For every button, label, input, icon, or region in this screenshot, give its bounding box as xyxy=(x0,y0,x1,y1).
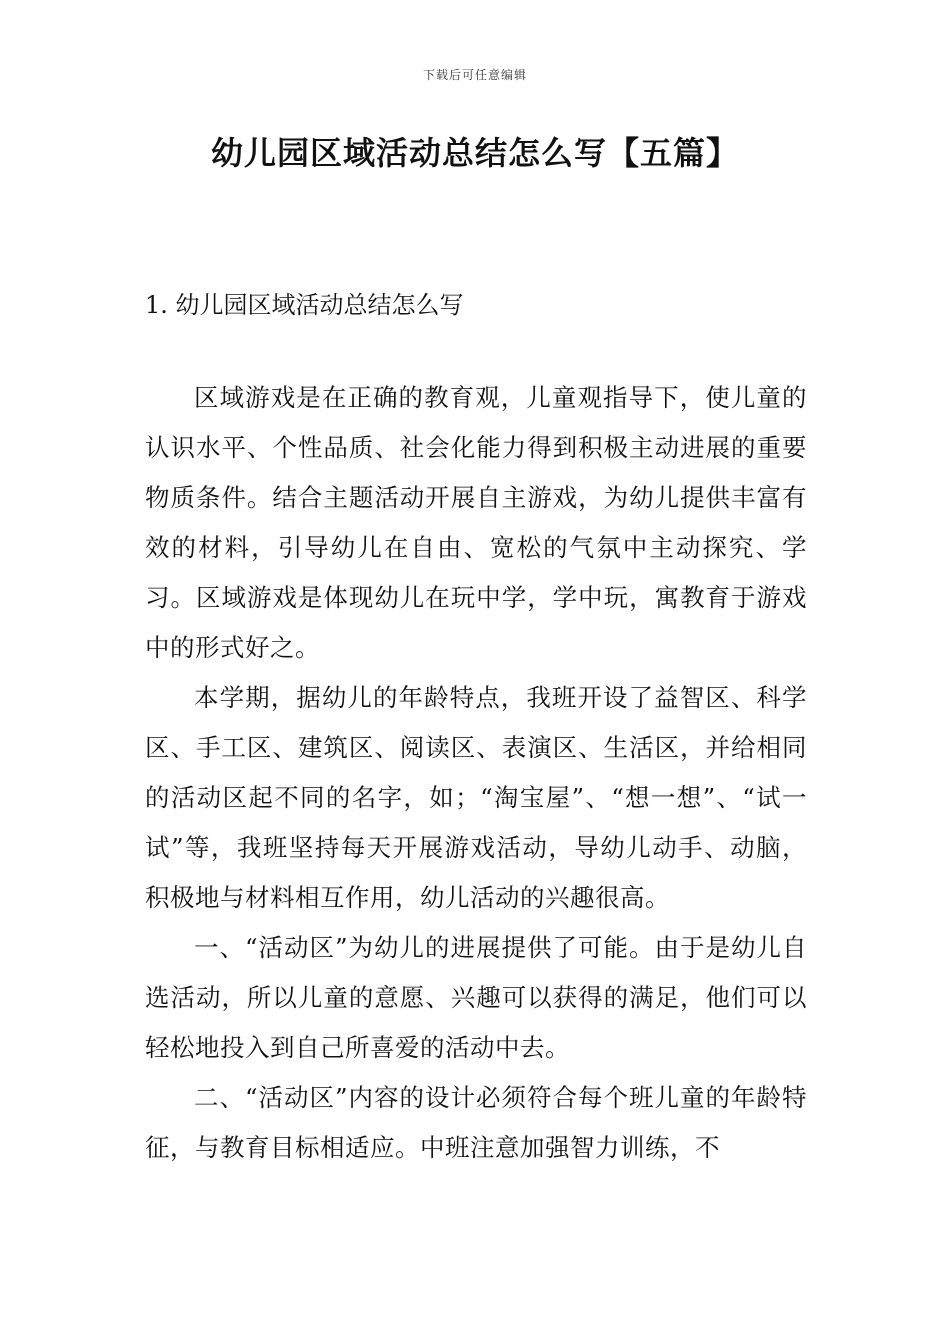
body-text xyxy=(145,373,807,1173)
section-heading: 1. 幼儿园区域活动总结怎么写 xyxy=(145,291,464,319)
paragraph: 一、“活动区”为幼儿的进展提供了可能。由于是幼儿自选活动，所以儿童的意愿、兴趣可以获得的满足，他们可以轻松地投入到自己所喜爱的活动中去。 xyxy=(145,933,807,1062)
document-title: 幼儿园区域活动总结怎么写【五篇】 xyxy=(210,134,739,172)
paragraph: 本学期，据幼儿的年龄特点，我班开设了益智区、科学区、手工区、建筑区、阅读区、表演区、生活区，并给相同的活动区起不同的名字，如；“淘宝屋”、“想一想”、“试一试”等，我班坚持每天开展游戏活动，导幼儿动手、动脑，积极地与材料相互作用，幼儿活动的兴趣很高。 xyxy=(145,683,807,912)
paragraph: 二、“活动区”内容的设计必须符合每个班儿童的年龄特征，与教育目标相适应。中班注意加强智力训练，不 xyxy=(145,1083,807,1162)
header-note: 下载后可任意编辑 xyxy=(422,68,527,82)
paragraph: 区域游戏是在正确的教育观，儿童观指导下，使儿童的认识水平、个性品质、社会化能力得到积极主动进展的重要物质条件。结合主题活动开展自主游戏，为幼儿提供丰富有效的材料，引导幼儿在自由、宽松的气氛中主动探究、学习。区域游戏是体现幼儿在玩中学，学中玩，寓教育于游戏中的形式好之。 xyxy=(145,383,807,662)
